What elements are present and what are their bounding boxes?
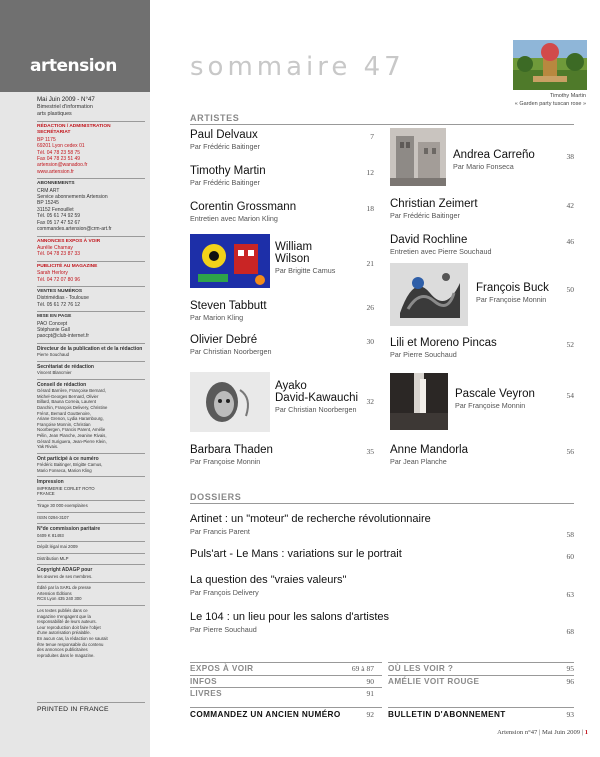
page-number: 90 [366,677,374,686]
page-title: sommaire 47 [190,52,405,82]
issue-date: Mai Juin 2009 - N°47 [37,96,95,103]
footer-rule [388,675,574,676]
masthead-directeur: Directeur de la publication et de la rédaction Pierre Souchaud [37,343,145,358]
folio-page-number: 1 [584,729,588,736]
section-rule-artistes [190,124,574,125]
footer-link-bulletin[interactable]: BULLETIN D'ABONNEMENT [388,710,506,719]
footer-rule [190,662,382,663]
masthead-abonnements: ABONNEMENTS CRM ART Service abonnements Artension BP 15245 31152 Fenouillet Tél. 05 61 74 92 59 Fax 05 17 47 52 67 commandes.artension@crm-art.fr [37,178,145,232]
section-label-artistes: ARTISTES [190,113,240,123]
masthead-copyright: Copyright ADAGP pour les œuvres de ses membres. [37,564,145,579]
page-number: 35 [366,447,374,456]
section-rule-dossiers [190,503,574,504]
toc-entry[interactable]: David Rochline Entretien avec Pierre Souchaud [390,234,492,256]
toc-entry[interactable]: Paul Delvaux Par Frédéric Baitinger [190,129,260,151]
printed-divider [37,702,145,703]
toc-entry[interactable]: Anne Mandorla Par Jean Planche [390,444,468,466]
page-number: 46 [566,237,574,246]
page-number: 38 [566,152,574,161]
toc-entry[interactable]: Ayako David-Kawauchi Par Christian Noorbergen [275,380,359,414]
masthead-annonces: ANNONCES EXPOS À VOIR Aurélie Charnay Tél. 04 78 23 87 33 [37,236,145,258]
footer-rule [388,662,574,663]
masthead-content [37,96,145,658]
page-number: 96 [566,677,574,686]
masthead-participants: Ont participé à ce numéro Frédéric Baitinger, Brigitte Camus, Mario Fonseca, Marion Kling [37,453,145,474]
dossier-entry[interactable]: Artinet : un "moteur" de recherche révolutionnaire Par Francis Parent [190,513,431,536]
ayako-david-kawauchi-image [190,372,270,432]
masthead-ventes: VENTES NUMÉROS Distrimédias - Toulouse Tél. 05 61 72 76 12 [37,286,145,308]
toc-entry[interactable]: Timothy Martin Par Frédéric Baitinger [190,165,266,187]
toc-entry[interactable]: Christian Zeimert Par Frédéric Baitinger [390,198,478,220]
footer-link-infos[interactable]: INFOS [190,677,218,686]
dossier-entry[interactable]: La question des "vraies valeurs" Par François Delivery [190,574,347,597]
page-number: 21 [366,259,374,268]
page-number: 50 [566,285,574,294]
masthead-depot: Dépôt légal mai 2009 [37,541,145,550]
masthead-mise-en-page: MISE EN PAGE PAO Concept Stéphanie Gall paocpt@club-internet.fr [37,311,145,340]
page-number: 7 [370,132,374,141]
masthead-commission: N°de commission paritaire 0409 K 81493 [37,523,145,538]
page-number: 42 [566,201,574,210]
masthead-distribution: Distribution MLP [37,553,145,562]
page-number: 92 [366,710,374,719]
dossier-entry[interactable]: Le 104 : un lieu pour les salons d'artistes Par Pierre Souchaud [190,611,389,634]
pascale-veyron-image [390,373,448,430]
tagline: Bimestriel d'information arts plastiques [37,104,93,117]
toc-entry[interactable]: Andrea Carreño Par Mario Fonseca [453,149,535,171]
toc-entry[interactable]: Barbara Thaden Par Françoise Monnin [190,444,273,466]
footer-rule [190,675,382,676]
printed-in-france: PRINTED IN FRANCE [37,706,109,713]
masthead-legal: Les textes publiés dans ce magazine n'engagent que la responsabilité de leurs auteurs. Leur reproduction doit faire l'objet d'une autorisation préalable. En aucun cas, la rédaction ne saurait être tenue responsable du contenu des annonces publicitaires reproduites dans le magazine. [37,605,145,658]
page-number: 58 [566,530,574,539]
page-number: 18 [366,204,374,213]
page-number: 60 [566,552,574,561]
masthead-tirage: Tirage 30 000 exemplaires [37,500,145,509]
footer-link-livres[interactable]: LIVRES [190,689,222,698]
masthead-sidebar [0,0,150,757]
dossier-entry[interactable]: Puls'art - Le Mans : variations sur le portrait [190,548,402,560]
footer-link-ou-les-voir[interactable]: OÙ LES VOIR ? [388,664,454,673]
page-number: 54 [566,391,574,400]
andrea-carreno-image [390,128,446,186]
footer-rule [190,707,382,708]
toc-entry[interactable]: William Wilson Par Brigitte Camus [275,241,336,275]
page-number: 56 [566,447,574,456]
toc-entry[interactable]: François Buck Par Françoise Monnin [476,282,549,304]
francois-buck-image [390,263,468,326]
page-number: 91 [366,689,374,698]
toc-entry[interactable]: Steven Tabbutt Par Marion Kling [190,300,267,322]
masthead-impression: Impression IMPRIMERIE CORLET ROTO FRANCE [37,476,145,497]
page-number: 63 [566,590,574,599]
footer-link-amelie[interactable]: AMÉLIE VOIT ROUGE [388,677,480,686]
header-artwork-image [513,40,587,90]
section-label-dossiers: DOSSIERS [190,492,242,502]
masthead-secretariat: Secrétariat de rédaction Vincent Blancmier [37,361,145,376]
logo-block [0,0,150,92]
footer-rule [190,687,382,688]
page-number: 26 [366,303,374,312]
page-number: 32 [366,397,374,406]
footer-rule [388,707,574,708]
header-image-caption: Timothy Martin « Garden party tuscan rose » [514,93,586,107]
toc-entry[interactable]: Lili et Moreno Pincas Par Pierre Souchaud [390,337,497,359]
artension-logo: artension [30,56,117,76]
page-number: 52 [566,340,574,349]
masthead-publicite: PUBLICITÉ AU MAGAZINE Sarah Herlory Tél. 04 72 07 80 96 [37,261,145,283]
page-number: 68 [566,627,574,636]
masthead-redaction: RÉDACTION / ADMINISTRATION SECRÉTARIAT BP 1175 69201 Lyon cedex 01 Tél. 04 78 23 58 75 Fax 04 78 23 51 49 artension@wanadoo.fr www.artension.fr [37,121,145,175]
toc-entry[interactable]: Corentin Grossmann Entretien avec Marion Kling [190,201,297,223]
footer-link-commandez[interactable]: COMMANDEZ UN ANCIEN NUMÉRO [190,710,341,719]
page-number: 12 [366,168,374,177]
page-folio: Artension n°47 | Mai Juin 2009 | 1 [497,729,588,736]
william-wilson-image [190,234,270,288]
page-number: 93 [566,710,574,719]
toc-entry[interactable]: Pascale Veyron Par Françoise Monnin [455,388,535,410]
page-number: 69 à 87 [351,664,374,673]
masthead-conseil: Conseil de rédaction Gérard Barrière, Françoise Bernard, Michel-Georges Bernard, Olivier Billard, Bauna Correia, Laurent Danchin, François Delivery, Christine Frérot, Bernard Gouttenoire, Ariane Grenon, Lydia Harambourg, Françoise Monnin, Christian Noorbergen, Francis Parent, Amélie Pélin, Jean Planche, Jeanine Rivais, Gérard Xuriguera, Jean-Pierre Klein, Yak Rivais. [37,379,145,450]
masthead-editeur: Édité par la SARL de presse Artension Éditions RCS Lyon 435 240 300 [37,582,145,602]
page-number: 30 [366,337,374,346]
toc-entry[interactable]: Olivier Debré Par Christian Noorbergen [190,334,272,356]
page-number: 95 [566,664,574,673]
masthead-issn: ISSN 0294-3107 [37,512,145,521]
footer-link-expos[interactable]: EXPOS À VOIR [190,664,254,673]
